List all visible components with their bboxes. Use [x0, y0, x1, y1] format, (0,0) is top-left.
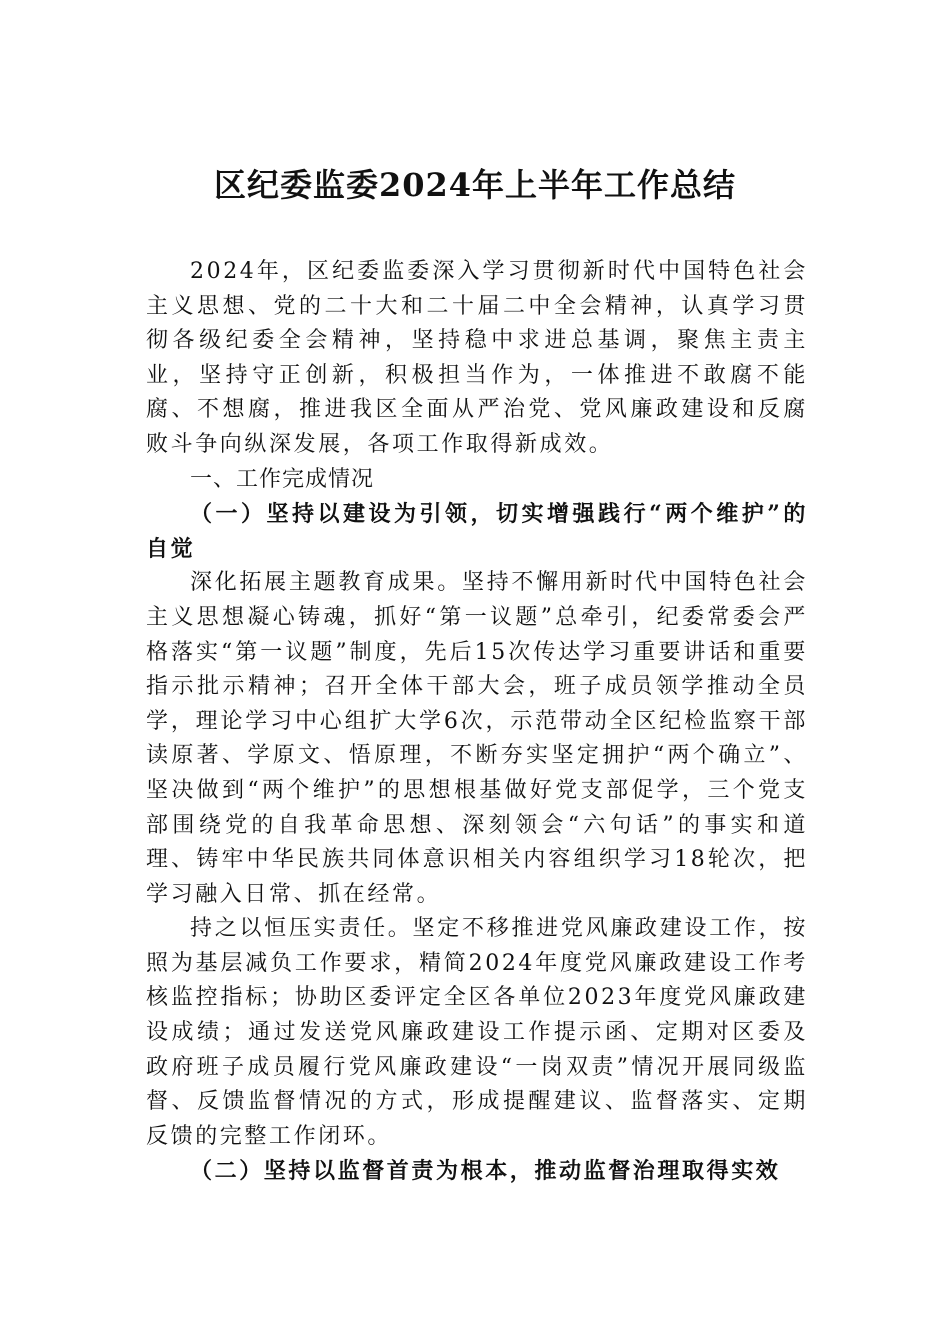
document-body: [146, 255, 808, 1189]
intro-paragraph: 2024年，区纪委监委深入学习贯彻新时代中国特色社会主义思想、党的二十大和二十届二中全会精神，认真学习贯彻各级纪委全会精神，坚持稳中求进总基调，聚焦主责主业，坚持守正创新，积极担当作为，一体推进不敢腐不能腐、不想腐，推进我区全面从严治党、党风廉政建设和反腐败斗争向纵深发展，各项工作取得新成效。: [146, 259, 808, 457]
subsection-heading: （二）坚持以监督首责为根本，推动监督治理取得实效: [190, 1158, 781, 1185]
subsection-heading: （一）坚持以建设为引领，切实增强践行“两个维护”的自觉: [146, 501, 808, 562]
body-paragraph: 持之以恒压实责任。坚定不移推进党风廉政建设工作，按照为基层减负工作要求，精简2024年度党风廉政建设工作考核监控指标；协助区委评定全区各单位2023年度党风廉政建设成绩；通过发送党风廉政建设工作提示函、定期对区委及政府班子成员履行党风廉政建设“一岗双责”情况开展同级监督、反馈监督情况的方式，形成提醒建议、监督落实、定期反馈的完整工作闭环。: [146, 916, 808, 1149]
document-title: 区纪委监委2024年上半年工作总结: [213, 166, 737, 204]
body-paragraph: 深化拓展主题教育成果。坚持不懈用新时代中国特色社会主义思想凝心铸魂，抓好“第一议题”总牵引，纪委常委会严格落实“第一议题”制度，先后15次传达学习重要讲话和重要指示批示精神；召开全体干部大会，班子成员领学推动全员学，理论学习中心组扩大学6次，示范带动全区纪检监察干部读原著、学原文、悟原理，不断夯实坚定拥护“两个确立”、坚决做到“两个维护”的思想根基做好党支部促学，三个党支部围绕党的自我革命思想、深刻领会“六句话”的事实和道理、铸牢中华民族共同体意识相关内容组织学习18轮次，把学习融入日常、抓在经常。: [146, 570, 808, 907]
section-heading: 一、工作完成情况: [190, 466, 375, 492]
